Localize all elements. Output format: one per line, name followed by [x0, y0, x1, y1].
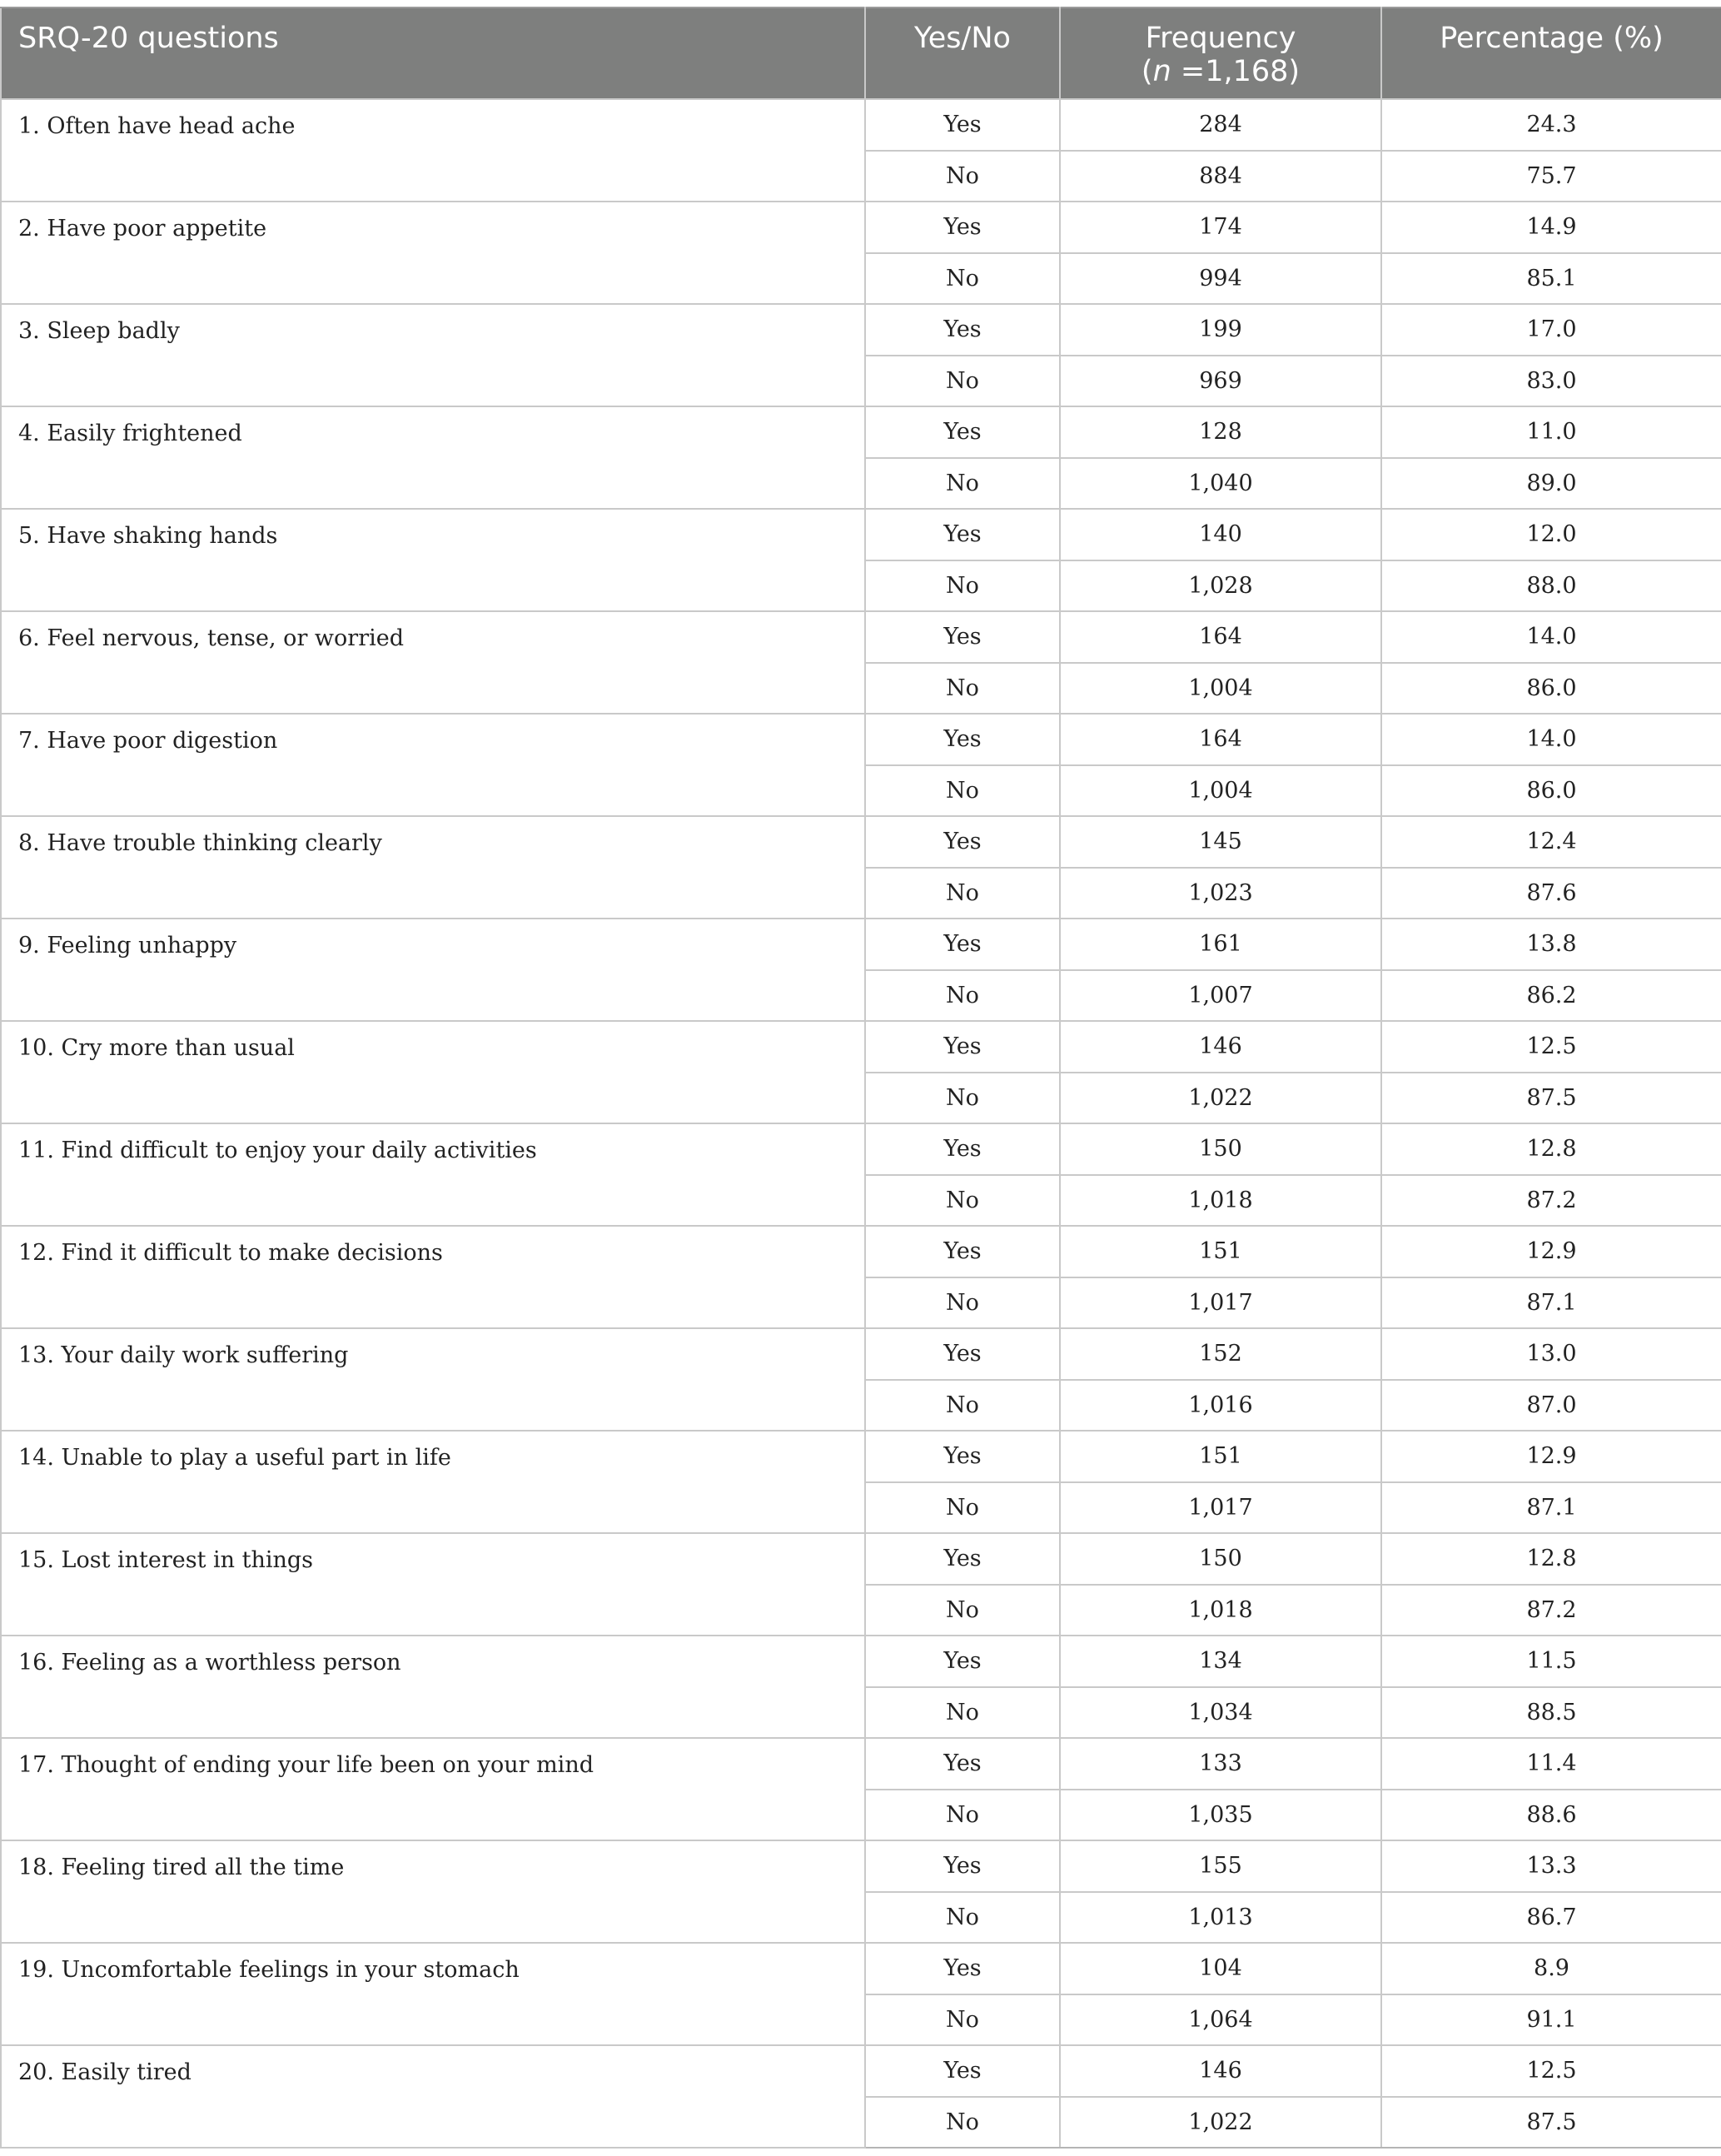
answer-cell: No [865, 663, 1060, 715]
frequency-cell: 152 [1060, 1328, 1381, 1380]
answer-cell: No [865, 1482, 1060, 1534]
frequency-cell: 1,035 [1060, 1790, 1381, 1841]
answer-cell: Yes [865, 1328, 1060, 1380]
table-row [1, 1738, 1721, 1790]
answer-cell: No [865, 1687, 1060, 1739]
frequency-cell: 199 [1060, 304, 1381, 356]
answer-cell: Yes [865, 1021, 1060, 1073]
answer-cell: Yes [865, 714, 1060, 765]
table-row [1, 99, 1721, 151]
percentage-cell: 17.0 [1381, 304, 1721, 356]
answer-cell: Yes [865, 1636, 1060, 1687]
percentage-cell: 87.1 [1381, 1277, 1721, 1329]
question-cell: 11. Find difficult to enjoy your daily activities [1, 1123, 865, 1226]
percentage-cell: 75.7 [1381, 151, 1721, 202]
table-row [1, 714, 1721, 765]
question-cell: 5. Have shaking hands [1, 509, 865, 611]
percentage-cell: 12.9 [1381, 1226, 1721, 1277]
question-cell: 6. Feel nervous, tense, or worried [1, 611, 865, 714]
percentage-cell: 89.0 [1381, 458, 1721, 510]
percentage-cell: 11.0 [1381, 406, 1721, 458]
frequency-cell: 151 [1060, 1226, 1381, 1277]
question-cell: 20. Easily tired [1, 2045, 865, 2148]
percentage-cell: 87.5 [1381, 2097, 1721, 2149]
answer-cell: No [865, 2097, 1060, 2149]
frequency-cell: 1,016 [1060, 1380, 1381, 1432]
percentage-cell: 12.8 [1381, 1123, 1721, 1175]
percentage-cell: 13.0 [1381, 1328, 1721, 1380]
frequency-cell: 146 [1060, 2045, 1381, 2097]
frequency-cell: 994 [1060, 253, 1381, 305]
percentage-cell: 13.8 [1381, 919, 1721, 970]
question-cell: 13. Your daily work suffering [1, 1328, 865, 1431]
answer-cell: Yes [865, 2045, 1060, 2097]
answer-cell: Yes [865, 1226, 1060, 1277]
question-cell: 14. Unable to play a useful part in life [1, 1431, 865, 1533]
question-cell: 12. Find it difficult to make decisions [1, 1226, 865, 1328]
answer-cell: Yes [865, 99, 1060, 151]
frequency-cell: 128 [1060, 406, 1381, 458]
frequency-cell: 284 [1060, 99, 1381, 151]
percentage-cell: 12.9 [1381, 1431, 1721, 1482]
frequency-cell: 150 [1060, 1533, 1381, 1585]
percentage-cell: 83.0 [1381, 356, 1721, 407]
header-frequency-n [1077, 55, 1364, 88]
answer-cell: No [865, 1175, 1060, 1227]
paren-open: ( [1141, 55, 1153, 88]
percentage-cell: 91.1 [1381, 1994, 1721, 2046]
header-frequency [1060, 7, 1381, 99]
question-cell: 17. Thought of ending your life been on your mind [1, 1738, 865, 1840]
table-row [1, 1636, 1721, 1687]
answer-cell: Yes [865, 1840, 1060, 1892]
answer-cell: Yes [865, 1533, 1060, 1585]
frequency-cell: 1,017 [1060, 1482, 1381, 1534]
question-cell: 15. Lost interest in things [1, 1533, 865, 1636]
table-row [1, 1431, 1721, 1482]
question-cell: 7. Have poor digestion [1, 714, 865, 816]
answer-cell: No [865, 1892, 1060, 1944]
frequency-cell: 140 [1060, 509, 1381, 560]
answer-cell: Yes [865, 1943, 1060, 1994]
percentage-cell: 12.5 [1381, 1021, 1721, 1073]
table-row [1, 1226, 1721, 1277]
frequency-cell: 1,007 [1060, 970, 1381, 1022]
percentage-cell: 12.5 [1381, 2045, 1721, 2097]
percentage-cell: 14.0 [1381, 611, 1721, 663]
frequency-cell: 1,023 [1060, 868, 1381, 919]
table-header [1, 7, 1721, 99]
percentage-cell: 13.3 [1381, 1840, 1721, 1892]
percentage-cell: 11.5 [1381, 1636, 1721, 1687]
table-body [1, 99, 1721, 2148]
frequency-cell: 155 [1060, 1840, 1381, 1892]
percentage-cell: 11.4 [1381, 1738, 1721, 1790]
answer-cell: Yes [865, 611, 1060, 663]
table-row [1, 509, 1721, 560]
frequency-cell: 1,064 [1060, 1994, 1381, 2046]
answer-cell: No [865, 1277, 1060, 1329]
answer-cell: Yes [865, 304, 1060, 356]
answer-cell: No [865, 151, 1060, 202]
answer-cell: No [865, 1585, 1060, 1636]
percentage-cell: 87.6 [1381, 868, 1721, 919]
percentage-cell: 12.8 [1381, 1533, 1721, 1585]
answer-cell: No [865, 765, 1060, 817]
percentage-cell: 85.1 [1381, 253, 1721, 305]
frequency-cell: 1,040 [1060, 458, 1381, 510]
frequency-cell: 145 [1060, 816, 1381, 868]
percentage-cell: 87.1 [1381, 1482, 1721, 1534]
n-value: =1,168) [1171, 55, 1301, 88]
table-row [1, 919, 1721, 970]
question-cell: 8. Have trouble thinking clearly [1, 816, 865, 919]
percentage-cell: 87.2 [1381, 1585, 1721, 1636]
frequency-cell: 146 [1060, 1021, 1381, 1073]
answer-cell: No [865, 560, 1060, 612]
question-cell: 18. Feeling tired all the time [1, 1840, 865, 1943]
header-percentage: Percentage (%) [1381, 7, 1721, 99]
table-row [1, 1328, 1721, 1380]
answer-cell: No [865, 1073, 1060, 1124]
table-row [1, 1123, 1721, 1175]
question-cell: 10. Cry more than usual [1, 1021, 865, 1123]
frequency-cell: 1,028 [1060, 560, 1381, 612]
frequency-cell: 1,022 [1060, 2097, 1381, 2149]
question-cell: 4. Easily frightened [1, 406, 865, 509]
answer-cell: Yes [865, 1738, 1060, 1790]
percentage-cell: 14.9 [1381, 202, 1721, 253]
percentage-cell: 12.4 [1381, 816, 1721, 868]
answer-cell: No [865, 1790, 1060, 1841]
frequency-cell: 1,018 [1060, 1585, 1381, 1636]
percentage-cell: 12.0 [1381, 509, 1721, 560]
percentage-cell: 87.5 [1381, 1073, 1721, 1124]
frequency-cell: 1,022 [1060, 1073, 1381, 1124]
answer-cell: No [865, 458, 1060, 510]
table-row [1, 202, 1721, 253]
answer-cell: Yes [865, 816, 1060, 868]
frequency-cell: 1,004 [1060, 765, 1381, 817]
question-cell: 2. Have poor appetite [1, 202, 865, 304]
percentage-cell: 86.0 [1381, 663, 1721, 715]
frequency-cell: 969 [1060, 356, 1381, 407]
question-cell: 1. Often have head ache [1, 99, 865, 202]
question-cell: 3. Sleep badly [1, 304, 865, 406]
frequency-cell: 1,018 [1060, 1175, 1381, 1227]
percentage-cell: 24.3 [1381, 99, 1721, 151]
answer-cell: Yes [865, 1123, 1060, 1175]
answer-cell: No [865, 356, 1060, 407]
question-cell: 16. Feeling as a worthless person [1, 1636, 865, 1738]
answer-cell: No [865, 868, 1060, 919]
srq20-table [0, 7, 1721, 2149]
frequency-cell: 884 [1060, 151, 1381, 202]
answer-cell: Yes [865, 919, 1060, 970]
table-row [1, 816, 1721, 868]
header-row [1, 7, 1721, 99]
frequency-cell: 164 [1060, 714, 1381, 765]
frequency-cell: 1,004 [1060, 663, 1381, 715]
header-frequency-label: Frequency [1145, 22, 1296, 55]
answer-cell: No [865, 1380, 1060, 1432]
header-yes-no: Yes/No [865, 7, 1060, 99]
percentage-cell: 8.9 [1381, 1943, 1721, 1994]
percentage-cell: 88.6 [1381, 1790, 1721, 1841]
frequency-cell: 1,013 [1060, 1892, 1381, 1944]
frequency-cell: 161 [1060, 919, 1381, 970]
answer-cell: No [865, 1994, 1060, 2046]
question-cell: 9. Feeling unhappy [1, 919, 865, 1021]
answer-cell: No [865, 970, 1060, 1022]
table-row [1, 611, 1721, 663]
frequency-cell: 174 [1060, 202, 1381, 253]
answer-cell: Yes [865, 406, 1060, 458]
percentage-cell: 88.0 [1381, 560, 1721, 612]
percentage-cell: 88.5 [1381, 1687, 1721, 1739]
n-symbol: n [1152, 55, 1171, 88]
frequency-cell: 134 [1060, 1636, 1381, 1687]
percentage-cell: 14.0 [1381, 714, 1721, 765]
table-row [1, 1943, 1721, 1994]
frequency-cell: 151 [1060, 1431, 1381, 1482]
answer-cell: Yes [865, 509, 1060, 560]
percentage-cell: 86.7 [1381, 1892, 1721, 1944]
percentage-cell: 87.2 [1381, 1175, 1721, 1227]
percentage-cell: 86.0 [1381, 765, 1721, 817]
table-row [1, 1021, 1721, 1073]
answer-cell: Yes [865, 202, 1060, 253]
answer-cell: No [865, 253, 1060, 305]
frequency-cell: 1,034 [1060, 1687, 1381, 1739]
question-cell: 19. Uncomfortable feelings in your stomach [1, 1943, 865, 2045]
frequency-cell: 104 [1060, 1943, 1381, 1994]
frequency-cell: 164 [1060, 611, 1381, 663]
answer-cell: Yes [865, 1431, 1060, 1482]
frequency-cell: 150 [1060, 1123, 1381, 1175]
frequency-cell: 133 [1060, 1738, 1381, 1790]
frequency-cell: 1,017 [1060, 1277, 1381, 1329]
table-row [1, 406, 1721, 458]
header-question: SRQ-20 questions [1, 7, 865, 99]
table-row [1, 2045, 1721, 2097]
table-row [1, 1840, 1721, 1892]
table-row [1, 1533, 1721, 1585]
percentage-cell: 86.2 [1381, 970, 1721, 1022]
table-row [1, 304, 1721, 356]
percentage-cell: 87.0 [1381, 1380, 1721, 1432]
